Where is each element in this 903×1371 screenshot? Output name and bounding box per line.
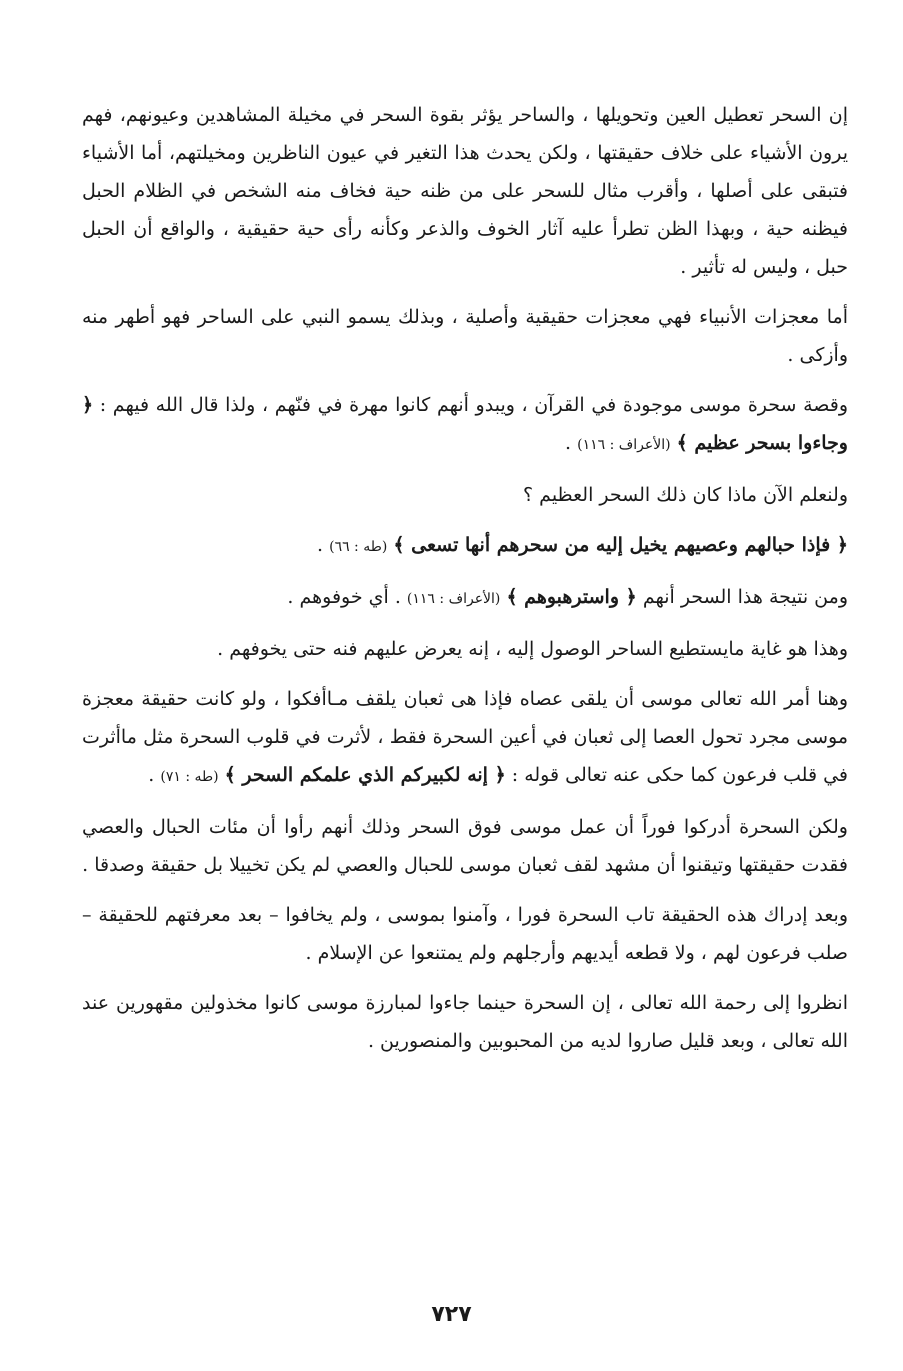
paragraph-8 <box>82 680 848 796</box>
quran-quote: ﴿ وجاءوا بسحر عظيم ﴾ <box>82 394 848 454</box>
paragraph-7 <box>82 630 848 668</box>
paragraph-text: انظروا إلى رحمة الله تعالى ، إن السحرة حينما جاءوا لمبارزة موسى كانوا مخذولين مقهورين عند الله تعالى ، وبعد قليل صاروا لديه من المحبوبين والمنصورين . <box>82 992 848 1052</box>
paragraph-9 <box>82 808 848 884</box>
paragraph-end: . أي خوفوهم . <box>287 586 401 608</box>
page-number: ٧٢٧ <box>431 1302 472 1327</box>
paragraph-6 <box>82 578 848 618</box>
paragraph-end: . <box>317 534 324 556</box>
paragraph-text: وهنا أمر الله تعالى موسى أن يلقى عصاه فإذا هى ثعبان يلقف مـاأفكوا ، ولو كانت حقيقة معجزة موسى مجرد تحول العصا إلى ثعبان في أعين السحرة فقط ، لأثرت في قلوب السحرة مثل ماأثرت في قلب فرعون كما حكى عنه تعالى قوله : <box>82 688 848 786</box>
verse-reference: (الأعراف : ١١٦) <box>406 591 501 607</box>
paragraph-4 <box>82 476 848 514</box>
paragraph-text: وبعد إدراك هذه الحقيقة تاب السحرة فورا ، وآمنوا بموسى ، ولم يخافوا – بعد معرفتهم للحقيقة – صلب فرعون لهم ، ولا قطعه أيديهم وأرجلهم ولم يمتنعوا عن الإسلام . <box>82 904 848 964</box>
verse-reference: (طه : ٧١) <box>160 769 219 785</box>
quran-quote: ﴿ فإذا حبالهم وعصيهم يخيل إليه من سحرهم أنها تسعى ﴾ <box>393 534 848 556</box>
paragraph-10 <box>82 896 848 972</box>
paragraph-text: إن السحر تعطيل العين وتحويلها ، والساحر يؤثر بقوة السحر في مخيلة المشاهدين وعيونهم، فهم يرون الأشياء على خلاف حقيقتها ، ولكن يحدث هذا التغير في عيون الناظرين ومخيلتهم، أما الأشياء فتبقى على أصلها ، وأقرب مثال للسحر على من ظنه حية فخاف منه الشخص في الظلام الحبل فيظنه حية ، وبهذا الظن تطرأ عليه آثار الخوف والذعر وكأنه رأى حية حقيقية ، والواقع أن الحبل حبل ، وليس له تأثير . <box>82 104 848 278</box>
paragraph-text: وقصة سحرة موسى موجودة في القرآن ، ويبدو أنهم كانوا مهرة في فنّهم ، ولذا قال الله فيهم : <box>99 394 849 416</box>
paragraph-text: وهذا هو غاية مايستطيع الساحر الوصول إليه ، إنه يعرض عليهم فنه حتى يخوفهم . <box>217 638 848 660</box>
paragraph-text: ومن نتيجة هذا السحر أنهم <box>642 586 848 608</box>
verse-reference: (طه : ٦٦) <box>329 539 388 555</box>
paragraph-3 <box>82 386 848 464</box>
quran-quote: ﴿ واسترهبوهم ﴾ <box>506 586 637 608</box>
verse-reference: (الأعراف : ١١٦) <box>577 437 671 453</box>
paragraph-1 <box>82 96 848 286</box>
quran-quote: ﴿ إنه لكبيركم الذي علمكم السحر ﴾ <box>224 764 506 786</box>
paragraph-11 <box>82 984 848 1060</box>
paragraph-2 <box>82 298 848 374</box>
paragraph-text: ولنعلم الآن ماذا كان ذلك السحر العظيم ؟ <box>523 484 848 506</box>
body-text <box>82 96 848 1072</box>
paragraph-5 <box>82 526 848 566</box>
paragraph-text: ولكن السحرة أدركوا فوراً أن عمل موسى فوق السحر وذلك أنهم رأوا أن مئات الحبال والعصي فقدت حقيقتها وتيقنوا أن مشهد لقف ثعبان موسى للحبال والعصي لم يكن تخييلا بل حقيقة وصدقا . <box>82 816 848 876</box>
paragraph-end: . <box>565 432 572 454</box>
paragraph-end: . <box>148 764 155 786</box>
paragraph-text: أما معجزات الأنبياء فهي معجزات حقيقية وأصلية ، وبذلك يسمو النبي على الساحر فهو أطهر منه وأزكى . <box>82 306 848 366</box>
